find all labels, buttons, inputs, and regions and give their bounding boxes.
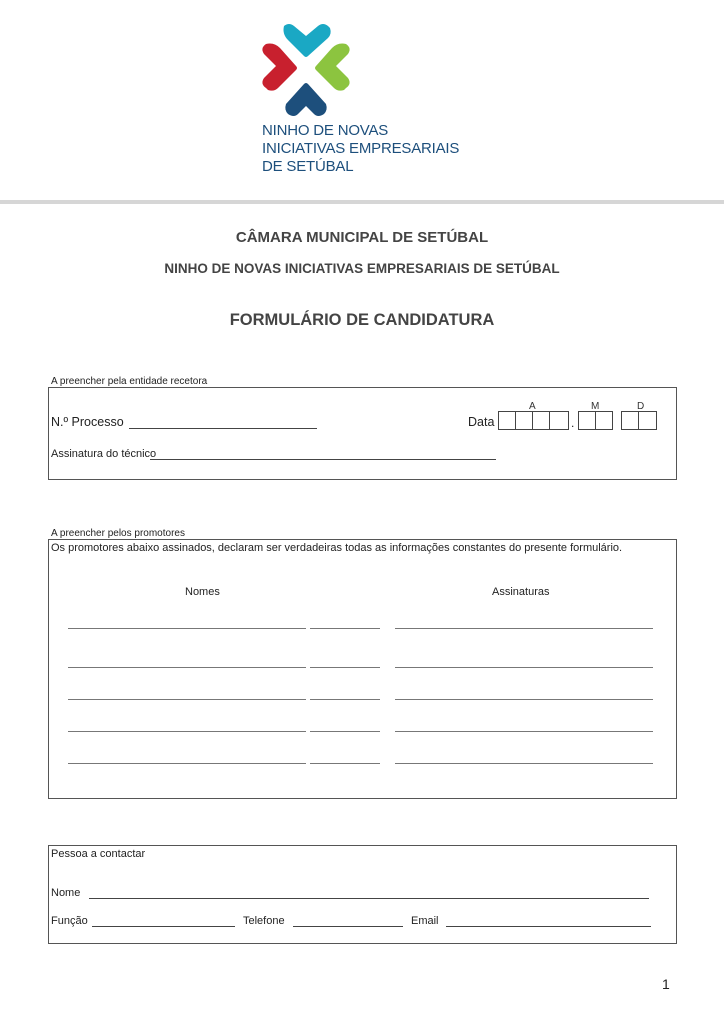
promoter-signature-line-4[interactable] <box>395 731 653 732</box>
promoters-caption: A preencher pelos promotores <box>51 528 185 539</box>
date-year-header: A <box>529 401 536 412</box>
promoter-signature-line-5[interactable] <box>395 763 653 764</box>
logo-teal-shape <box>284 24 331 57</box>
contact-phone-field[interactable] <box>293 926 403 927</box>
promoter-name-line-1[interactable] <box>68 628 306 629</box>
contact-function-label: Função <box>51 915 88 927</box>
contact-title: Pessoa a contactar <box>51 848 146 860</box>
receiver-caption: A preencher pela entidade recetora <box>51 376 208 387</box>
header-divider <box>0 200 724 204</box>
logo-green-shape <box>315 44 350 91</box>
date-year-digit-1[interactable] <box>498 411 516 430</box>
logo-navy-shape <box>285 83 326 116</box>
date-month-digit-1[interactable] <box>578 411 596 430</box>
logo-line-1: NINHO DE NOVAS <box>262 122 389 139</box>
contact-phone-label: Telefone <box>243 915 285 927</box>
date-day-header: D <box>637 401 645 412</box>
promoters-declaration: Os promotores abaixo assinados, declaram ser verdadeiras todas as informações constantes do presente formulário. <box>51 542 623 554</box>
receiver-box <box>48 387 677 480</box>
promoter-name-line-3[interactable] <box>68 699 306 700</box>
logo-emblem <box>258 20 354 120</box>
promoter-signature-line-3[interactable] <box>395 699 653 700</box>
date-day-digit-2[interactable] <box>638 411 657 430</box>
date-day-digit-1[interactable] <box>621 411 639 430</box>
date-label: Data <box>468 415 495 429</box>
logo-red-shape <box>262 44 297 91</box>
promoter-extra-line-2[interactable] <box>310 667 380 668</box>
promoter-signature-line-2[interactable] <box>395 667 653 668</box>
promoter-name-line-5[interactable] <box>68 763 306 764</box>
contact-function-field[interactable] <box>92 926 235 927</box>
promoter-signature-line-1[interactable] <box>395 628 653 629</box>
contact-email-field[interactable] <box>446 926 651 927</box>
title-camara: CÂMARA MUNICIPAL DE SETÚBAL <box>235 229 489 246</box>
logo-text <box>262 122 482 176</box>
date-month-header: M <box>591 401 600 412</box>
date-year-digit-2[interactable] <box>515 411 533 430</box>
promoter-extra-line-4[interactable] <box>310 731 380 732</box>
logo-line-2: INICIATIVAS EMPRESARIAIS <box>262 140 460 157</box>
date-month-digit-2[interactable] <box>595 411 613 430</box>
technician-signature-field[interactable] <box>150 459 496 460</box>
process-field[interactable] <box>129 428 317 429</box>
logo-line-3: DE SETÚBAL <box>262 158 354 175</box>
title-formulario: FORMULÁRIO DE CANDIDATURA <box>229 311 495 329</box>
title-ninho: NINHO DE NOVAS INICIATIVAS EMPRESARIAIS DE SETÚBAL <box>164 261 560 276</box>
date-year-digit-3[interactable] <box>532 411 550 430</box>
contact-name-label: Nome <box>51 887 81 899</box>
technician-label: Assinatura do técnico <box>51 448 157 460</box>
names-header: Nomes <box>185 586 220 598</box>
promoter-extra-line-1[interactable] <box>310 628 380 629</box>
promoter-extra-line-5[interactable] <box>310 763 380 764</box>
promoter-name-line-4[interactable] <box>68 731 306 732</box>
process-label: N.º Processo <box>51 415 124 429</box>
date-separator: . <box>571 416 575 430</box>
promoters-box <box>48 539 677 799</box>
signatures-header: Assinaturas <box>492 586 550 598</box>
date-year-digit-4[interactable] <box>549 411 569 430</box>
page-number: 1 <box>662 976 670 992</box>
promoter-extra-line-3[interactable] <box>310 699 380 700</box>
contact-name-field[interactable] <box>89 898 649 899</box>
promoter-name-line-2[interactable] <box>68 667 306 668</box>
contact-email-label: Email <box>411 915 439 927</box>
